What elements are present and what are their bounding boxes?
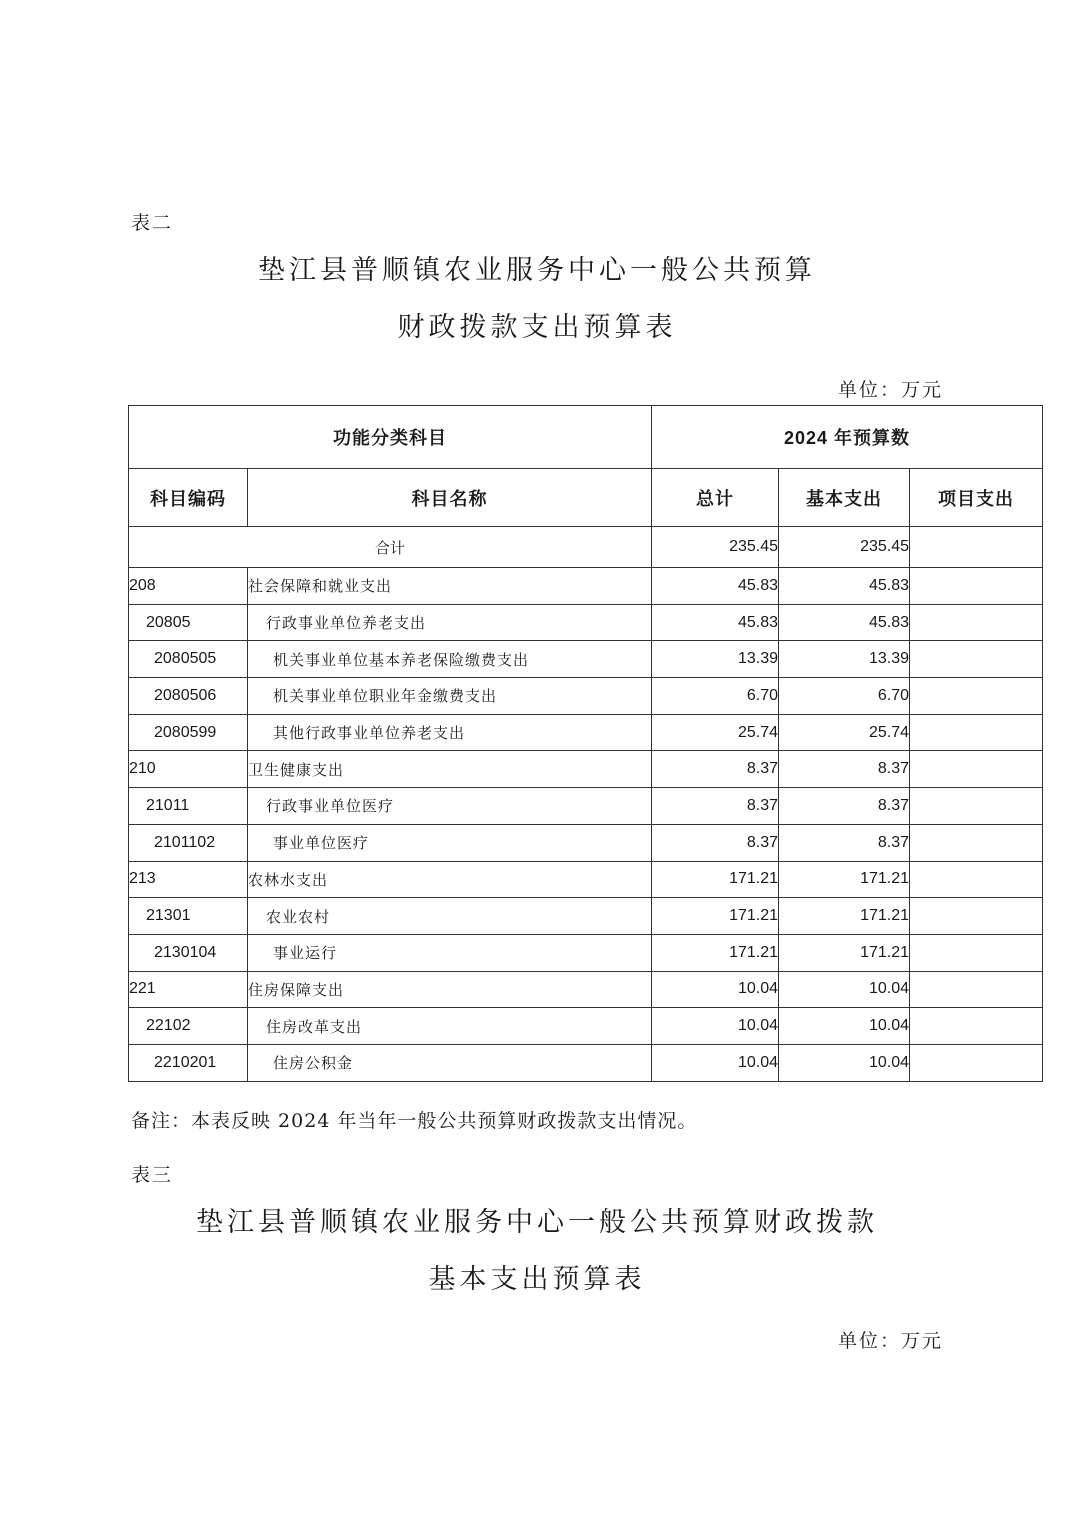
- basic-value: 171.21: [779, 934, 910, 971]
- project-value: [910, 971, 1043, 1008]
- table2-note: 备注：本表反映 2024 年当年一般公共预算财政拨款支出情况。: [131, 1110, 698, 1132]
- header-subject-code: 科目编码: [129, 469, 248, 527]
- basic-value: 25.74: [779, 714, 910, 751]
- project-value: [910, 641, 1043, 678]
- basic-value: 10.04: [779, 971, 910, 1008]
- subject-code: 2080505: [129, 641, 248, 678]
- subject-name: 社会保障和就业支出: [248, 568, 652, 605]
- total-value: 6.70: [652, 678, 779, 715]
- project-value: [910, 604, 1043, 641]
- sum-total: 235.45: [652, 527, 779, 568]
- subject-name: 行政事业单位养老支出: [248, 604, 652, 641]
- total-value: 45.83: [652, 604, 779, 641]
- table3-label: 表三: [131, 1164, 174, 1186]
- header-subject-name: 科目名称: [248, 469, 652, 527]
- subject-name: 其他行政事业单位养老支出: [248, 714, 652, 751]
- header-project-expenditure: 项目支出: [910, 469, 1043, 527]
- total-value: 171.21: [652, 861, 779, 898]
- basic-value: 171.21: [779, 898, 910, 935]
- table2-title-line2: 财政拨款支出预算表: [397, 312, 677, 343]
- basic-value: 171.21: [779, 861, 910, 898]
- table-row: [129, 604, 1043, 641]
- subject-name: 住房公积金: [248, 1044, 652, 1081]
- table2-title-line1: 垫江县普顺镇农业服务中心一般公共预算: [258, 255, 816, 286]
- table-row: [129, 934, 1043, 971]
- table-row: [129, 751, 1043, 788]
- subject-code: 210: [129, 751, 248, 788]
- basic-value: 6.70: [779, 678, 910, 715]
- subject-name: 事业运行: [248, 934, 652, 971]
- table-row: [129, 824, 1043, 861]
- total-value: 8.37: [652, 751, 779, 788]
- sum-project: [910, 527, 1043, 568]
- total-value: 25.74: [652, 714, 779, 751]
- subject-code: 2130104: [129, 934, 248, 971]
- basic-value: 8.37: [779, 751, 910, 788]
- basic-value: 8.37: [779, 788, 910, 825]
- table-row: [129, 861, 1043, 898]
- table-row: [129, 714, 1043, 751]
- project-value: [910, 898, 1043, 935]
- table3-unit: 单位：万元: [838, 1330, 944, 1352]
- basic-value: 45.83: [779, 604, 910, 641]
- subject-name: 机关事业单位基本养老保险缴费支出: [248, 641, 652, 678]
- table-row: [129, 678, 1043, 715]
- subject-name: 农业农村: [248, 898, 652, 935]
- project-value: [910, 678, 1043, 715]
- project-value: [910, 751, 1043, 788]
- table3-title-line2: 基本支出预算表: [428, 1264, 646, 1295]
- basic-value: 45.83: [779, 568, 910, 605]
- table-row: [129, 1044, 1043, 1081]
- subject-code: 20805: [129, 604, 248, 641]
- total-value: 171.21: [652, 934, 779, 971]
- sum-label: 合计: [129, 527, 652, 568]
- subject-name: 行政事业单位医疗: [248, 788, 652, 825]
- budget-table: [128, 405, 1043, 1082]
- total-value: 8.37: [652, 824, 779, 861]
- total-value: 10.04: [652, 1008, 779, 1045]
- table2-label: 表二: [131, 212, 174, 234]
- table-row: [129, 1008, 1043, 1045]
- subject-code: 221: [129, 971, 248, 1008]
- basic-value: 10.04: [779, 1008, 910, 1045]
- total-value: 10.04: [652, 971, 779, 1008]
- subject-name: 事业单位医疗: [248, 824, 652, 861]
- subject-code: 2080506: [129, 678, 248, 715]
- subject-name: 农林水支出: [248, 861, 652, 898]
- total-value: 10.04: [652, 1044, 779, 1081]
- subject-code: 21301: [129, 898, 248, 935]
- subject-name: 住房改革支出: [248, 1008, 652, 1045]
- total-value: 45.83: [652, 568, 779, 605]
- subject-name: 机关事业单位职业年金缴费支出: [248, 678, 652, 715]
- subject-code: 21011: [129, 788, 248, 825]
- project-value: [910, 861, 1043, 898]
- total-value: 171.21: [652, 898, 779, 935]
- subject-code: 208: [129, 568, 248, 605]
- table2-unit: 单位：万元: [838, 379, 944, 401]
- header-total: 总计: [652, 469, 779, 527]
- subject-code: 22102: [129, 1008, 248, 1045]
- sum-row: [129, 527, 1043, 568]
- header-functional-classification: 功能分类科目: [129, 406, 652, 469]
- header-basic-expenditure: 基本支出: [779, 469, 910, 527]
- basic-value: 10.04: [779, 1044, 910, 1081]
- table-row: [129, 641, 1043, 678]
- project-value: [910, 1044, 1043, 1081]
- subject-name: 住房保障支出: [248, 971, 652, 1008]
- total-value: 13.39: [652, 641, 779, 678]
- table-row: [129, 788, 1043, 825]
- header-budget-2024: 2024 年预算数: [652, 406, 1043, 469]
- table-row: [129, 971, 1043, 1008]
- total-value: 8.37: [652, 788, 779, 825]
- subject-code: 2080599: [129, 714, 248, 751]
- table-row: [129, 568, 1043, 605]
- subject-code: 2101102: [129, 824, 248, 861]
- table-row: [129, 898, 1043, 935]
- project-value: [910, 568, 1043, 605]
- basic-value: 8.37: [779, 824, 910, 861]
- subject-code: 213: [129, 861, 248, 898]
- project-value: [910, 788, 1043, 825]
- subject-name: 卫生健康支出: [248, 751, 652, 788]
- project-value: [910, 934, 1043, 971]
- table3-title-line1: 垫江县普顺镇农业服务中心一般公共预算财政拨款: [196, 1207, 878, 1238]
- project-value: [910, 824, 1043, 861]
- basic-value: 13.39: [779, 641, 910, 678]
- project-value: [910, 714, 1043, 751]
- sum-basic: 235.45: [779, 527, 910, 568]
- subject-code: 2210201: [129, 1044, 248, 1081]
- project-value: [910, 1008, 1043, 1045]
